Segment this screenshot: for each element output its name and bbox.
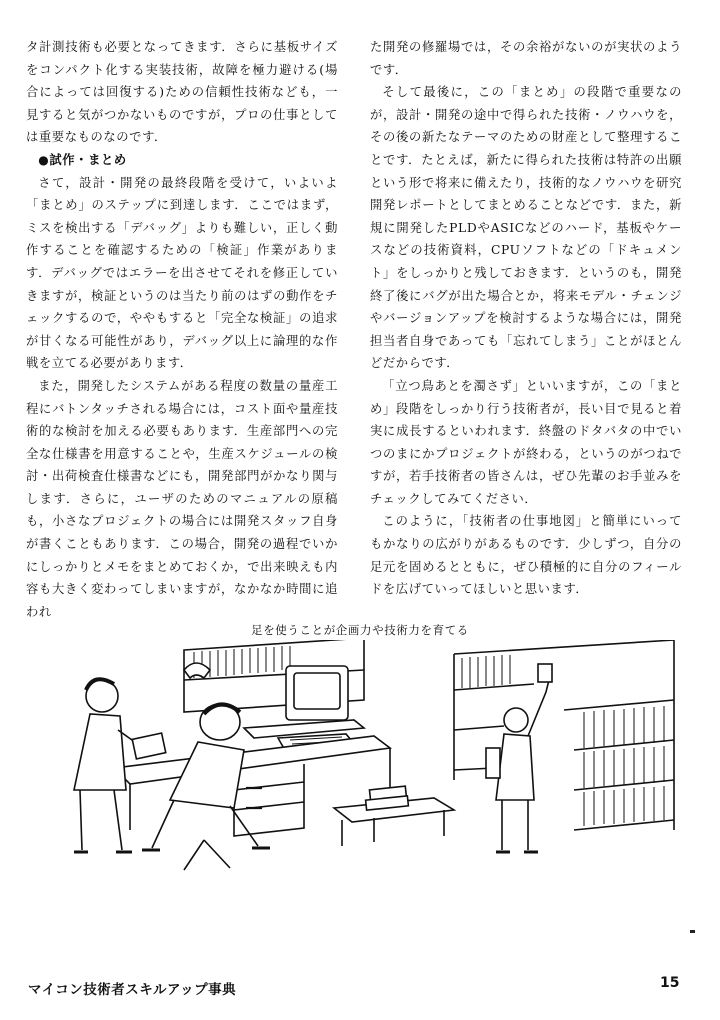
continued-paragraph: た開発の修羅場では，その余裕がないのが実状のようです． (370, 40, 682, 77)
illustration-caption: 足を使うことが企画力や技術力を育てる (251, 623, 469, 637)
margin-mark (690, 930, 695, 933)
reaching-man-figure (486, 664, 552, 852)
body-paragraph: さて，設計・開発の最終段階を受けて，いよいよ「まとめ」のステップに到達します．ここではまず，ミスを検出する「デバッグ」よりも難しい，正しく動作することを確認するための「検証」作業があります．デバッグではエラーを出させてそれを修正していきますが，検証というのは当たり前のはずの動作をチェックするので，ややもすると「完全な検証」の追求が甘くなる可能性があり，デバッグ以上に論理的な作戦を立てる必要があります． (26, 175, 338, 371)
office-illustration (34, 640, 694, 880)
body-paragraph: 「立つ鳥あとを濁さず」といいますが，この「まとめ」段階をしっかり行う技術者が，長い目で見ると着実に成長するといわれます．終盤のドタバタの中でいつのまにかプロジェクトが終わる，というのがつねですが，若手技術者の皆さんは，ぜひ先輩のお手並みをチェックしてみてください． (370, 378, 682, 506)
bench-with-books (334, 786, 454, 846)
page-number: 15 (660, 975, 680, 991)
body-paragraph: そして最後に，この「まとめ」の段階で重要なのが，設計・開発の途中で得られた技術・ノウハウを，その後の新たなテーマのための財産として整理することです．たとえば，新たに得られた技術は特許の出願という形で将来に備えたり，技術的なノウハウを研究開発レポートとしてまとめることなどです．また，新規に開発したPLDやASICなどのハード，基板やケースなどの技術資料，CPUソフトなどの「ドキュメント」をしっかりと残しておきます．というのも，開発終了後にバグが出た場合とか，将来モデル・チェンジやバージョンアップを検討するような場合には，開発担当者自身であっても「忘れてしまう」ことがほとんどだからです． (370, 85, 682, 371)
body-paragraph: このように，「技術者の仕事地図」と簡単にいってもかなりの広がりがあるものです．少しずつ，自分の足元を固めるとともに，ぜひ積極的に自分のフィールドを広げていってほしいと思います． (370, 514, 682, 597)
section-heading-text: 試作・まとめ (49, 151, 127, 167)
left-column (26, 36, 338, 623)
section-heading (26, 149, 338, 172)
right-column (370, 36, 682, 601)
right-bookshelf (454, 640, 674, 830)
book-title: マイコン技術者スキルアップ事典 (28, 982, 237, 998)
intro-paragraph: タ計測技術も必要となってきます．さらに基板サイズをコンパクト化する実装技術，故障を極力避ける(場合によっては回復する)ための信頼性技術なども，一見すると気がつかないものですが，プロの仕事としては重要なものなのです． (26, 40, 338, 145)
bullet-icon: ● (38, 152, 50, 167)
body-paragraph: また，開発したシステムがある程度の数量の量産工程にバトンタッチされる場合には，コスト面や量産技術的な検討を加える必要もあります．生産部門への完全な仕様書を用意することや，生産スケジュールの検討・出荷検査仕様書などにも，開発部門がかなり関与します．さらに，ユーザのためのマニュアルの原稿も，小さなプロジェクトの場合には開発スタッフ自身が書くこともあります．この場合，開発の過程でいかにしっかりとメモをまとめておくか，で出来映えも内容も大きく変わってしまいますが，なかなか時間に追われ (26, 378, 338, 619)
